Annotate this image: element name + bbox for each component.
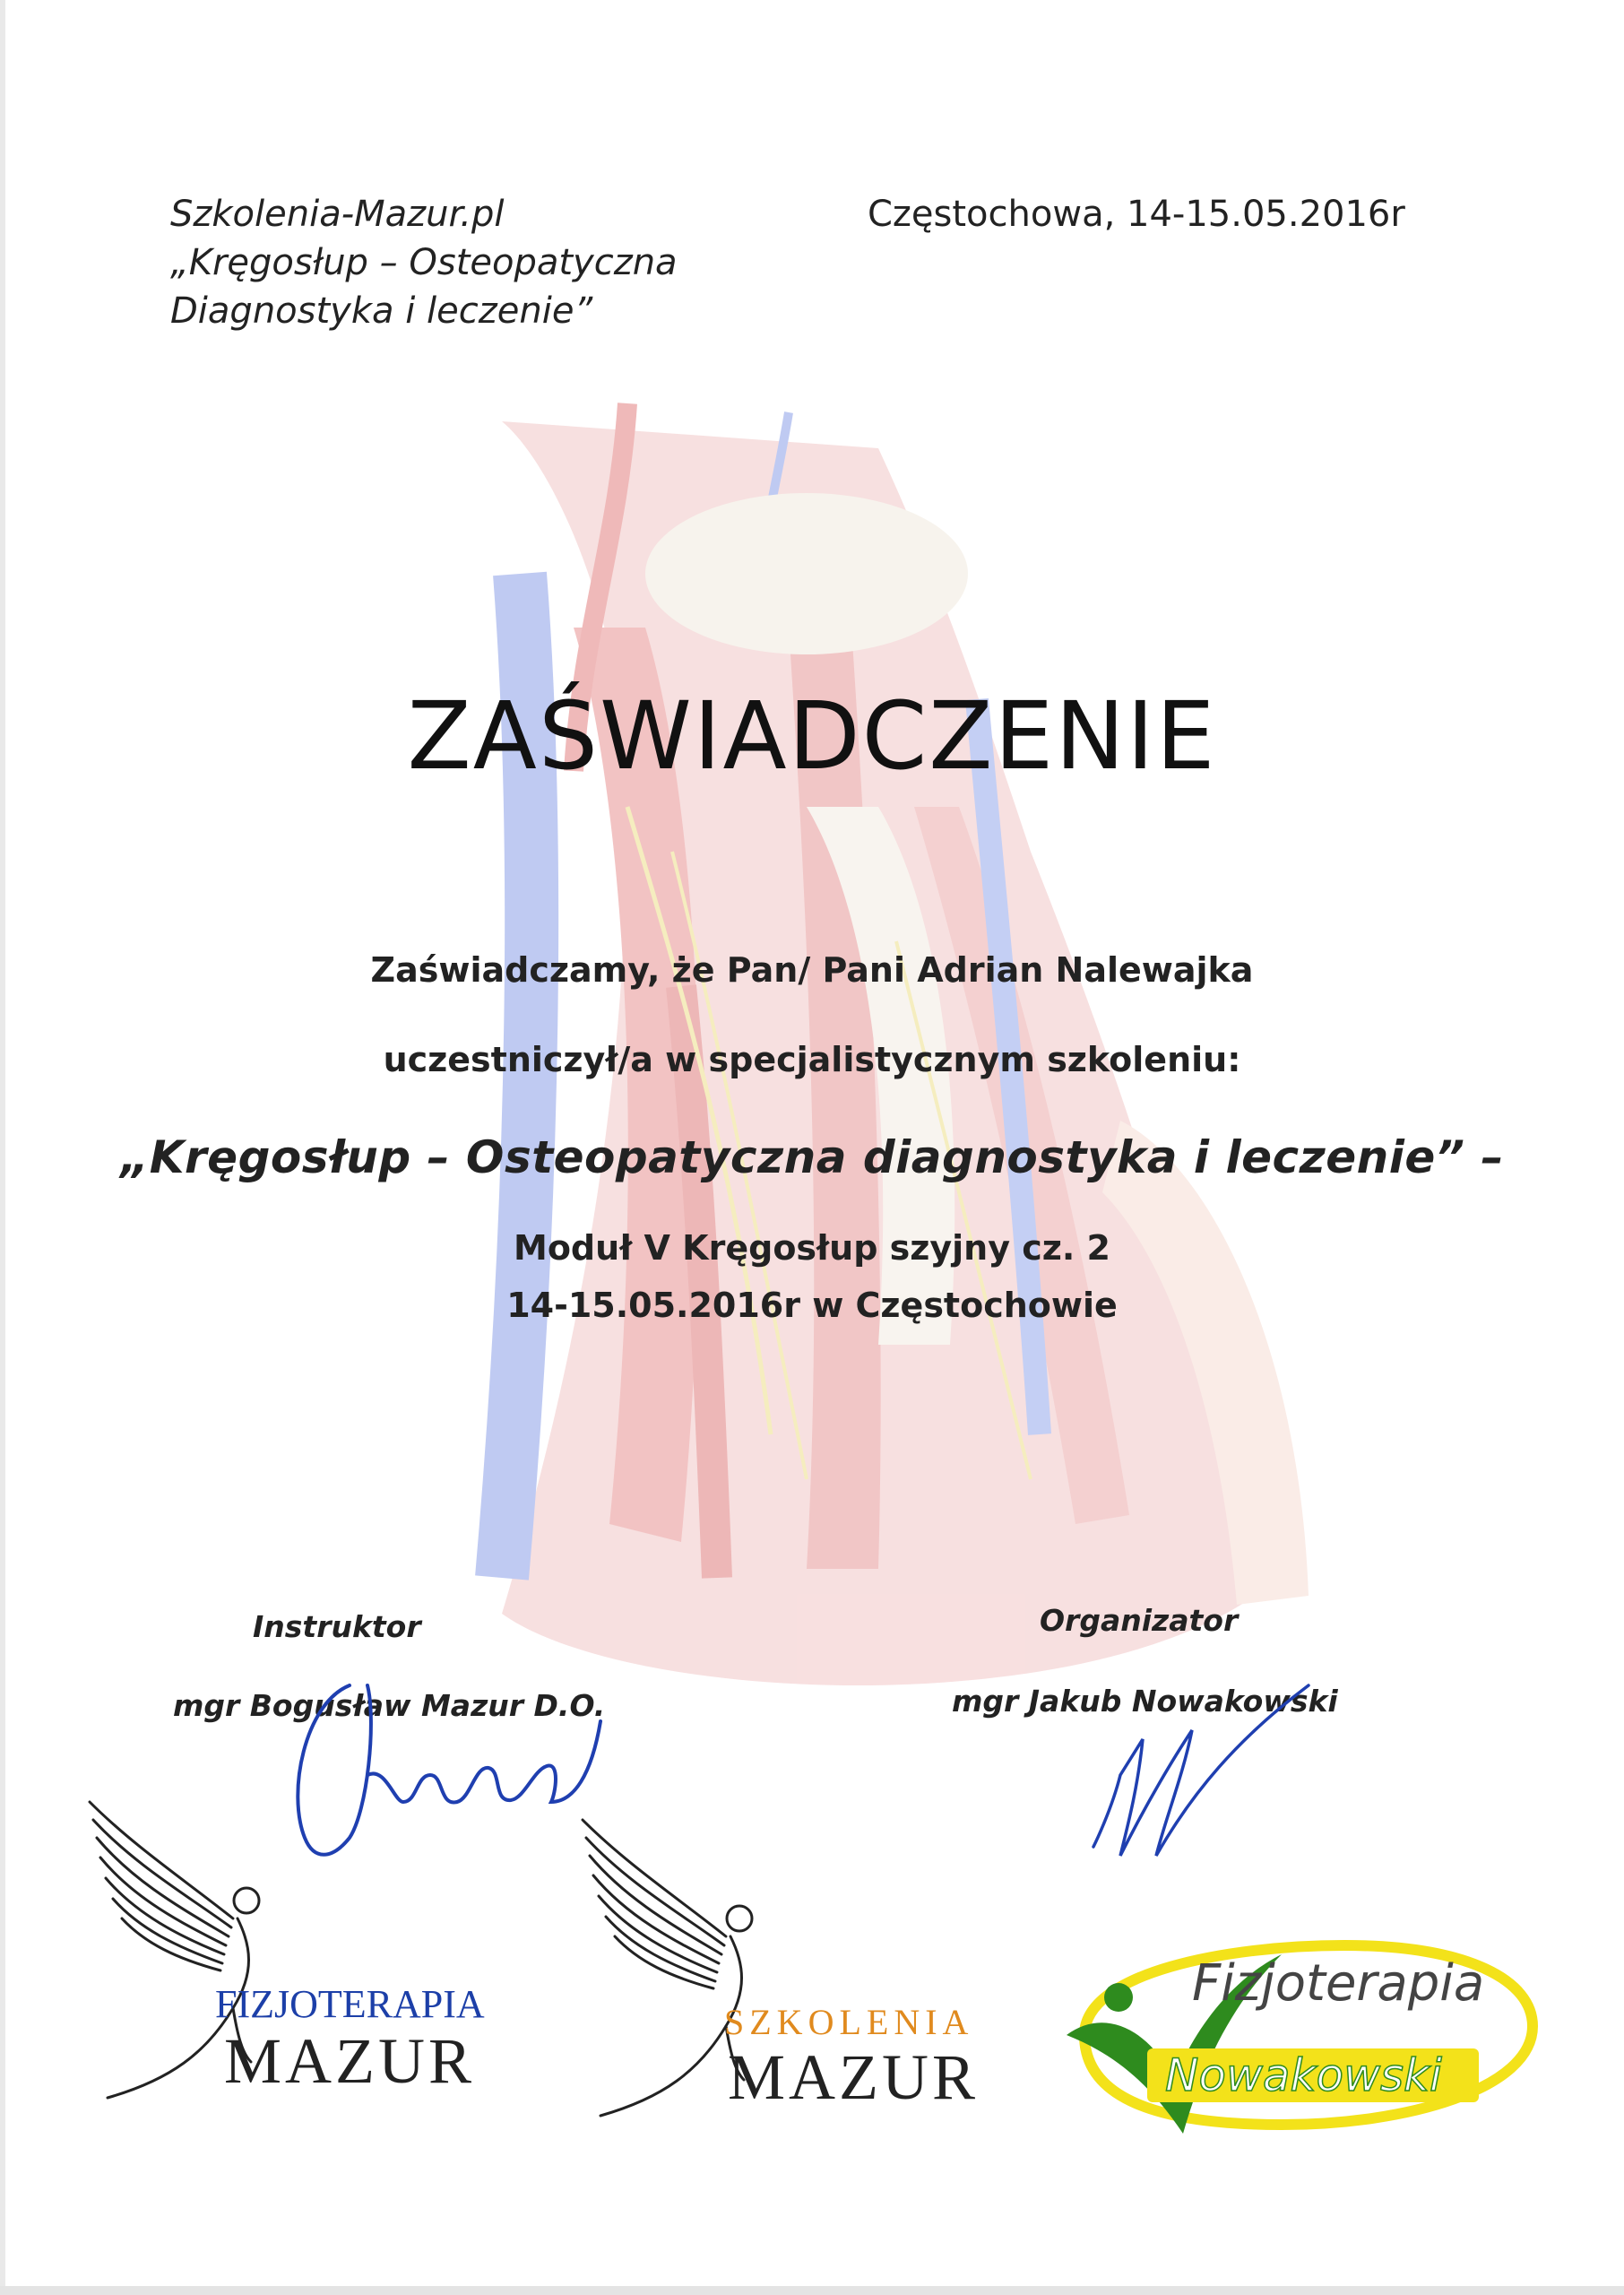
course-module: Moduł V Kręgosłup szyjny cz. 2 xyxy=(514,1228,1110,1268)
organizer-signature xyxy=(1058,1667,1326,1874)
logo-fizjoterapia-nowakowski-bottom: Nowakowski xyxy=(1165,2049,1442,2101)
course-title: „Kręgosłup – Osteopatyczna diagnostyka i leczenie” – xyxy=(120,1131,1504,1183)
place-and-date: Częstochowa, 14-15.05.2016r xyxy=(868,194,1405,235)
attendee-statement: Zaświadczamy, że Pan/ Pani Adrian Nalewajka xyxy=(370,950,1254,990)
certificate-title: ZAŚWIADCZENIE xyxy=(407,681,1217,791)
participation-statement: uczestniczył/a w specjalistycznym szkoleniu: xyxy=(383,1040,1241,1079)
course-date-place: 14-15.05.2016r w Częstochowie xyxy=(506,1286,1118,1325)
organizer-website: Szkolenia-Mazur.pl xyxy=(170,194,505,235)
instructor-signature xyxy=(251,1667,627,1883)
logo-mazur-word-2: MAZUR xyxy=(728,2041,980,2113)
organizer-role: Organizator xyxy=(1040,1603,1239,1638)
instructor-role: Instruktor xyxy=(253,1609,421,1644)
logo-mazur-word: MAZUR xyxy=(224,2025,476,2097)
logo-szkolenia-word: SZKOLENIA xyxy=(724,2002,974,2042)
instructor-name: mgr Bogusław Mazur D.O. xyxy=(173,1688,606,1723)
logo-fizjoterapia-word: FIZJOTERAPIA xyxy=(215,1982,485,2026)
header-left xyxy=(170,190,798,335)
course-name-line-2: Diagnostyka i leczenie” xyxy=(170,290,593,332)
scan-edge-bottom xyxy=(0,2286,1624,2295)
course-name-line-1: „Kręgosłup – Osteopatyczna xyxy=(170,242,678,283)
organizer-name: mgr Jakub Nowakowski xyxy=(952,1684,1338,1719)
logo-fizjoterapia-nowakowski-top: Fizjoterapia xyxy=(1192,1954,1485,2013)
